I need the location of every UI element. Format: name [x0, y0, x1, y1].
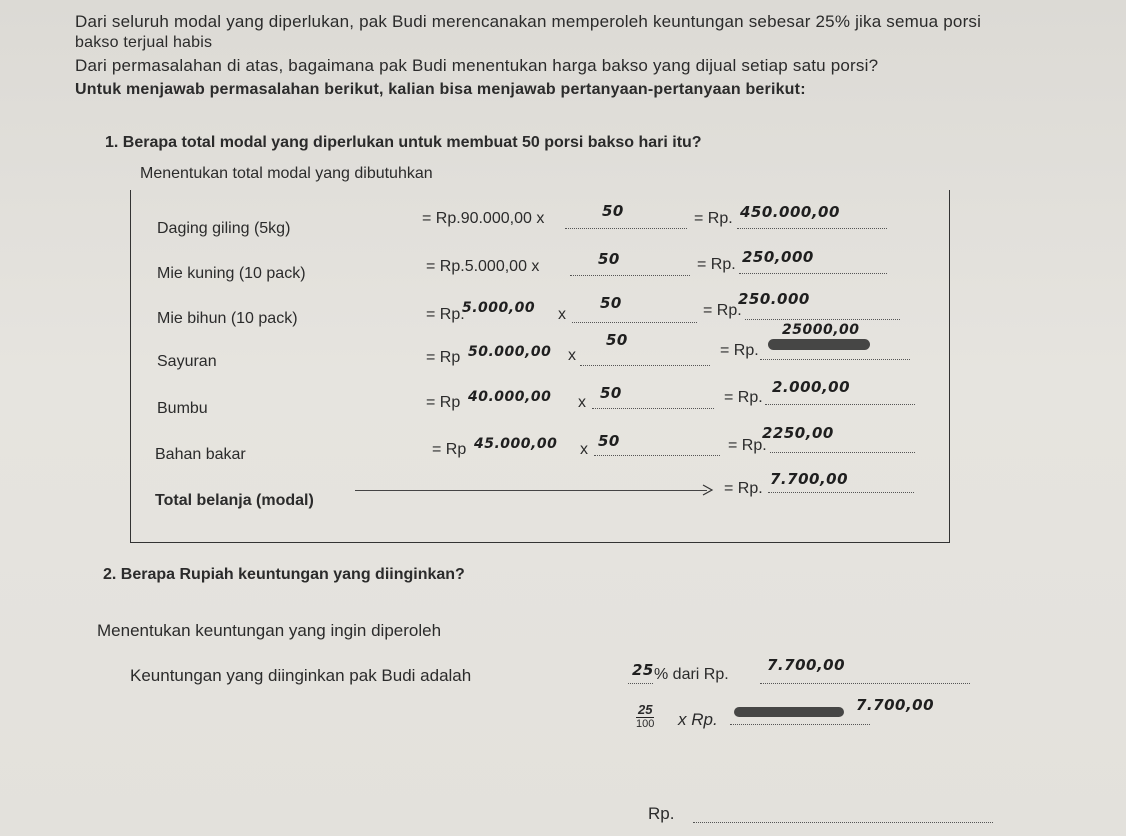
row-unit-price-bumbu[interactable]: 40.000,00	[468, 389, 552, 405]
row-times-bumbu: x	[578, 394, 586, 411]
total-value[interactable]: 7.700,00	[770, 470, 849, 488]
row-result-prefix-mie-bihun: = Rp.	[703, 302, 742, 319]
row-label-bahan-bakar: Bahan bakar	[155, 446, 246, 463]
row-result-prefix-daging: = Rp.	[694, 210, 733, 227]
q2-percent[interactable]: 25	[632, 661, 654, 679]
row-unit-price-sayuran[interactable]: 50.000,00	[468, 344, 552, 360]
row-label-daging: Daging giling (5kg)	[157, 220, 291, 237]
q2-percent-text: % dari Rp.	[654, 666, 729, 683]
row-times-bahan-bakar: x	[580, 441, 588, 458]
row-result-bahan-bakar[interactable]: 2250,00	[762, 424, 834, 442]
row-unit-price-mie-bihun[interactable]: 5.000,00	[462, 300, 536, 316]
q2-times-value[interactable]: 7.700,00	[856, 696, 935, 714]
intro-line-3: Dari permasalahan di atas, bagaimana pak Budi menentukan harga bakso yang dijual setiap satu porsi?	[75, 56, 879, 75]
total-label: Total belanja (modal)	[155, 492, 314, 509]
row-multiplier-sayuran[interactable]: 50	[606, 331, 628, 349]
row-multiplier-mie-bihun[interactable]: 50	[600, 294, 622, 312]
q2-from-value[interactable]: 7.700,00	[767, 656, 846, 674]
q1-subtitle: Menentukan total modal yang dibutuhkan	[140, 165, 433, 182]
fraction-numerator: 25	[638, 702, 653, 717]
intro-line-1: Dari seluruh modal yang diperlukan, pak Budi merencanakan memperoleh keuntungan sebesar 25% jika semua porsi	[75, 12, 982, 31]
row-times-sayuran: x	[568, 347, 576, 364]
row-formula-daging: = Rp.90.000,00 x	[422, 210, 545, 227]
row-formula-mie-bihun: = Rp.	[426, 306, 465, 323]
q2-result-prefix: Rp.	[648, 804, 675, 823]
q1-title: 1. Berapa total modal yang diperlukan untuk membuat 50 porsi bakso hari itu?	[105, 134, 702, 151]
row-result-prefix-bahan-bakar: = Rp.	[728, 437, 767, 454]
q2-subtitle: Menentukan keuntungan yang ingin diperoleh	[97, 621, 442, 640]
row-multiplier-bumbu[interactable]: 50	[600, 384, 622, 402]
row-result-mie-kuning[interactable]: 250,000	[742, 248, 814, 266]
fraction-denominator: 100	[636, 718, 655, 730]
row-label-mie-kuning: Mie kuning (10 pack)	[157, 265, 306, 282]
row-multiplier-daging[interactable]: 50	[602, 202, 624, 220]
arrow-right-icon	[702, 484, 714, 496]
q2-fraction	[636, 702, 654, 730]
row-result-daging[interactable]: 450.000,00	[740, 203, 840, 221]
intro-line-4: Untuk menjawab permasalahan berikut, kalian bisa menjawab pertanyaan-pertanyaan berikut:	[75, 81, 806, 98]
q2-title: 2. Berapa Rupiah keuntungan yang diinginkan?	[103, 566, 465, 583]
scribble-mark	[734, 707, 844, 717]
row-times-mie-bihun: x	[558, 306, 566, 323]
row-multiplier-mie-kuning[interactable]: 50	[598, 250, 620, 268]
row-label-mie-bihun: Mie bihun (10 pack)	[157, 310, 298, 327]
row-result-prefix-sayuran: = Rp.	[720, 342, 759, 359]
intro-line-2: bakso terjual habis	[75, 34, 213, 51]
q2-result-blank[interactable]	[693, 822, 993, 823]
row-formula-bahan-bakar: = Rp	[432, 441, 467, 458]
row-result-mie-bihun[interactable]: 250.000	[738, 290, 810, 308]
row-label-bumbu: Bumbu	[157, 400, 208, 417]
q2-label: Keuntungan yang diinginkan pak Budi adalah	[130, 666, 472, 685]
row-multiplier-bahan-bakar[interactable]: 50	[598, 432, 620, 450]
row-result-sayuran[interactable]: 25000,00	[782, 322, 860, 338]
q2-times-text: x Rp.	[678, 710, 718, 729]
row-label-sayuran: Sayuran	[157, 353, 217, 370]
row-formula-bumbu: = Rp	[426, 394, 461, 411]
row-formula-sayuran: = Rp	[426, 349, 461, 366]
row-result-bumbu[interactable]: 2.000,00	[772, 378, 851, 396]
total-prefix: = Rp.	[724, 480, 763, 497]
row-unit-price-bahan-bakar[interactable]: 45.000,00	[474, 436, 558, 452]
row-formula-mie-kuning: = Rp.5.000,00 x	[426, 258, 540, 275]
row-result-prefix-mie-kuning: = Rp.	[697, 256, 736, 273]
scribble-mark	[768, 339, 870, 350]
row-result-prefix-bumbu: = Rp.	[724, 389, 763, 406]
